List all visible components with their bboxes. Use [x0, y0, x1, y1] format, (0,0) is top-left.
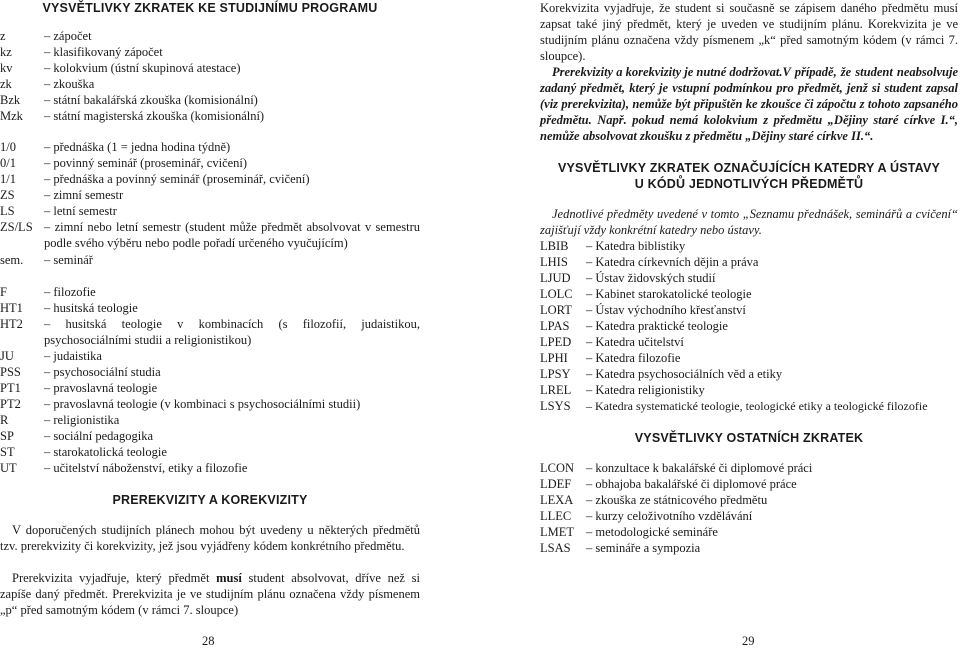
dept-name: – Kabinet starokatolické teologie	[586, 287, 752, 301]
abbr-description: – filozofie	[44, 285, 96, 299]
abbr-term: kv	[0, 61, 13, 75]
other-code: LEXA	[540, 493, 574, 507]
other-code: LLEC	[540, 509, 572, 523]
abbr-description: – religionistika	[44, 413, 120, 427]
abbr-term: Mzk	[0, 109, 23, 123]
other-desc: – metodologické semináře	[586, 525, 718, 539]
dept-code: LREL	[540, 383, 572, 397]
dept-name: – Katedra biblistiky	[586, 239, 686, 253]
abbr-description: – psychosociální studia	[44, 365, 161, 379]
abbr-term: LS	[0, 204, 15, 218]
abbr-term: PT2	[0, 397, 21, 411]
abbr-description: – státní bakalářská zkouška (komisionální)	[44, 93, 258, 107]
other-desc: – semináře a sympozia	[586, 541, 701, 555]
other-desc: – zkouška ze státnicového předmětu	[586, 493, 768, 507]
abbr-term: HT2	[0, 317, 23, 331]
abbr-description: – husitská teologie v kombinacích (s filozofií, judaistikou, psychosociálními studii a religionistikou)	[44, 317, 420, 347]
abbr-description: – starokatolická teologie	[44, 445, 167, 459]
abbr-term: SP	[0, 429, 14, 443]
dept-name: – Katedra církevních dějin a práva	[586, 255, 759, 269]
prereq-title: PREREKVIZITY A KOREKVIZITY	[112, 493, 308, 507]
departments-intro: Jednotlivé předměty uvedené v tomto „Seznamu přednášek, seminářů a cvičení“ zajišťují vždy konkrétní katedry nebo ústavy.	[540, 207, 958, 237]
prereq-paragraph	[0, 522, 420, 554]
abbr-description: – klasifikovaný zápočet	[44, 45, 163, 59]
abbr-term: ZS/LS	[0, 220, 33, 234]
dept-code: LSYS	[540, 399, 571, 413]
abbr-description: – letní semestr	[44, 204, 117, 218]
abbr-description: – přednáška a povinný seminář (proseminář, cvičení)	[44, 172, 310, 186]
abbr-description: – přednáška (1 = jedna hodina týdně)	[44, 140, 231, 154]
other-code: LMET	[540, 525, 575, 539]
abbr-term: ST	[0, 445, 15, 459]
prerequisite-paragraph	[0, 570, 420, 618]
dept-name: – Ústav židovských studií	[586, 271, 716, 285]
abbr-description: – seminář	[44, 253, 93, 267]
departments-title-line1: VYSVĚTLIVKY ZKRATEK OZNAČUJÍCÍCH KATEDRY A ÚSTAVY	[557, 161, 941, 175]
abbr-description: – učitelství náboženství, etiky a filozofie	[44, 461, 248, 475]
abbr-term: ZS	[0, 188, 15, 202]
abbr-description: – sociální pedagogika	[44, 429, 153, 443]
other-code: LSAS	[540, 541, 571, 555]
emphasis-must: musí	[216, 571, 242, 585]
left-title: VYSVĚTLIVKY ZKRATEK KE STUDIJNÍMU PROGRAMU	[42, 1, 378, 15]
other-code: LCON	[540, 461, 575, 475]
page-number-right: 29	[742, 634, 755, 648]
other-desc: – konzultace k bakalářské či diplomové práci	[586, 461, 813, 475]
abbr-term: F	[0, 285, 7, 299]
abbr-description: – povinný seminář (proseminář, cvičení)	[44, 156, 248, 170]
other-desc: – obhajoba bakalářské či diplomové práce	[586, 477, 797, 491]
abbr-description: – zimní semestr	[44, 188, 124, 202]
dept-name: – Katedra systematické teologie, teologické etiky a teologické filozofie	[586, 399, 928, 413]
abbr-description: – státní magisterská zkouška (komisionální)	[44, 109, 265, 123]
abbr-description: – husitská teologie	[44, 301, 138, 315]
abbr-term: Bzk	[0, 93, 21, 107]
abbr-description: – zkouška	[44, 77, 95, 91]
abbr-term: 0/1	[0, 156, 16, 170]
dept-code: LOLC	[540, 287, 573, 301]
abbr-term: PSS	[0, 365, 21, 379]
abbr-term: PT1	[0, 381, 21, 395]
abbr-description: – pravoslavná teologie	[44, 381, 158, 395]
prereq-text: V doporučených studijních plánech mohou být uvedeny u některých předmětů tzv. prerekvizity či korekvizity, jež jsou vyjádřeny kódem konkrétního předmětu.	[0, 523, 420, 553]
abbr-term: 1/0	[0, 140, 16, 154]
dept-code: LORT	[540, 303, 572, 317]
dept-name: – Katedra učitelství	[586, 335, 684, 349]
abbr-term: sem.	[0, 253, 24, 267]
prerequisite-text-a: Prerekvizita vyjadřuje, který předmět	[12, 571, 217, 585]
other-code: LDEF	[540, 477, 572, 491]
abbr-term: R	[0, 413, 9, 427]
abbr-description: – kolokvium (ústní skupinová atestace)	[44, 61, 241, 75]
abbr-term: UT	[0, 461, 17, 475]
abbr-description: – zápočet	[44, 29, 92, 43]
dept-name: – Ústav východního křesťanství	[586, 303, 746, 317]
prerequisite-text-c: student absolvovat, dříve než si zapíše daný předmět. Prerekvizita je ve studijním plánu označena vždy písmenem „p“ před samotným kódem (v rámci 7. sloupce)	[0, 571, 420, 617]
abbr-term: zk	[0, 77, 12, 91]
other-desc: – kurzy celoživotního vzdělávání	[586, 509, 753, 523]
departments-title-line2: U KÓDŮ JEDNOTLIVÝCH PŘEDMĚTŮ	[634, 177, 864, 191]
dept-code: LJUD	[540, 271, 571, 285]
abbr-term: JU	[0, 349, 14, 363]
abbr-description: – judaistika	[44, 349, 102, 363]
dept-code: LPAS	[540, 319, 570, 333]
abbr-description: – zimní nebo letní semestr (student může předmět absolvovat v semestru podle svého výběru nebo podle pořadí určeného vyučujícím)	[44, 220, 420, 250]
dept-name: – Katedra psychosociálních věd a etiky	[586, 367, 783, 381]
dept-code: LPED	[540, 335, 572, 349]
dept-code: LHIS	[540, 255, 568, 269]
abbr-term: 1/1	[0, 172, 16, 186]
failure-note: V případě, že student neabsolvuje zadaný předmět, který je vstupní podmínkou pro předmět, jenž si student zapsal (viz prerekvizita), nemůže být připuštěn ke zkoušce či zápočtu z tohoto zapsaného předmětu. Např. pokud nemá kolokvium z předmětu „Dějiny staré církve I.“, nemůže absolvovat zkoušku z předmětu „Dějiny staré církve II.“.	[540, 65, 958, 143]
abbr-description: – pravoslavná teologie (v kombinaci s psychosociálními studii)	[44, 397, 361, 411]
dept-name: – Katedra filozofie	[586, 351, 681, 365]
corequisite-paragraph: Korekvizita vyjadřuje, že student si současně se zápisem daného předmětu musí zapsat také jiný předmět, který je uveden ve studijním plánu. Korekvizita je ve studijním plánu označena vždy písmenem „k“ před samotným kódem (v rámci 7. sloupce).	[540, 1, 958, 63]
dept-code: LPSY	[540, 367, 571, 381]
abbr-term: HT1	[0, 301, 23, 315]
dept-code: LPHI	[540, 351, 568, 365]
abbr-term: kz	[0, 45, 12, 59]
other-abbreviations-title: VYSVĚTLIVKY OSTATNÍCH ZKRATEK	[634, 431, 864, 445]
must-follow-note: Prerekvizity a korekvizity je nutné dodržovat.	[552, 65, 783, 79]
dept-name: – Katedra religionistiky	[586, 383, 705, 397]
dept-code: LBIB	[540, 239, 569, 253]
abbr-term: z	[0, 29, 6, 43]
dept-name: – Katedra praktické teologie	[586, 319, 728, 333]
page-number-left: 28	[202, 634, 215, 648]
